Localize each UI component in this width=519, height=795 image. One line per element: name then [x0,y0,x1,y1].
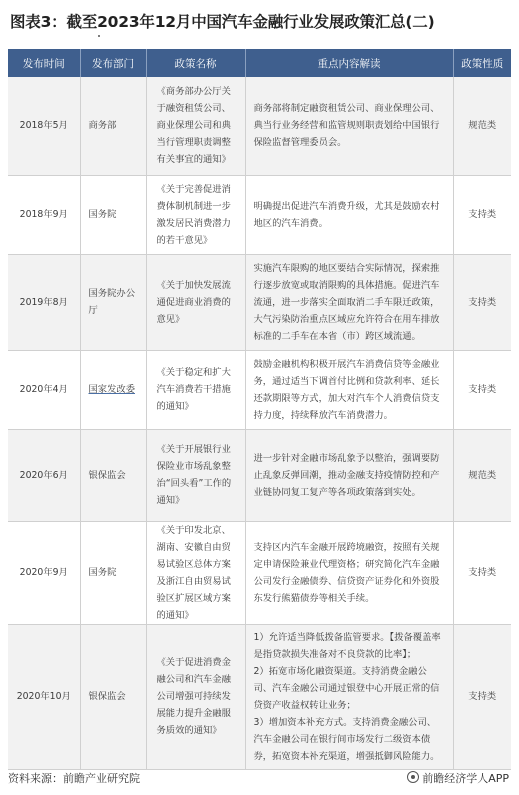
cell-policy-nature: 规范类 [453,77,511,175]
content-line: 1）允许适当降低拨备监管要求。【拨备覆盖率是指贷款损失准备对不良贷款的比率】； [253,631,441,660]
header-date: 发布时间 [8,49,80,77]
cell-date: 2019年8月 [8,254,80,350]
brand-logo-icon [407,771,419,783]
cell-date: 2018年5月 [8,77,80,175]
header-policy-name: 政策名称 [146,49,245,77]
cell-key-content: 商务部将制定融资租赁公司、商业保理公司、典当行业务经营和监管规则职责划给中国银行保险监督管理委员会。 [245,77,453,175]
cell-date: 2020年4月 [8,350,80,429]
cell-policy-nature: 支持类 [453,521,511,624]
cell-date: 2020年10月 [8,624,80,769]
table-row [8,77,511,175]
brand-credit [407,770,509,786]
cell-policy-nature: 支持类 [453,624,511,769]
cell-key-content: 支持区内汽车金融开展跨境融资，按照有关规定申请保险兼业代理资格；研究简化汽车金融公司发行金融债券、信贷资产证券化和外资股东发行熊猫债券等相关手续。 [245,521,453,624]
cell-department: 商务部 [80,77,146,175]
source-note: 资料来源：前瞻产业研究院 [8,772,140,785]
table-row [8,254,511,350]
table-row [8,521,511,624]
table-row [8,350,511,429]
cell-policy-nature: 支持类 [453,175,511,254]
cell-policy-name: 《关于开展银行业保险业市场乱象整治“回头看”工作的通知》 [146,429,245,521]
table-header-row [8,49,511,77]
cell-policy-nature: 支持类 [453,254,511,350]
cell-key-content: 鼓励金融机构积极开展汽车消费信贷等金融业务，通过适当下调首付比例和贷款利率、延长还款期限等方式，加大对汽车个人消费信贷支持力度，持续释放汽车消费潜力。 [245,350,453,429]
cell-policy-name: 《关于完善促进消费体制机制进一步激发居民消费潜力的若干意见》 [146,175,245,254]
header-policy-nature: 政策性质 [453,49,511,77]
content-line: 2）拓宽市场化融资渠道。支持消费金融公司、汽车金融公司通过银登中心开展正常的信贷资产收益权转让业务； [253,665,440,711]
decorative-dot [98,35,100,37]
brand-name: 前瞻经济学人APP [422,772,509,785]
cell-department: 银保监会 [80,624,146,769]
cell-key-content [245,624,453,769]
cell-policy-nature: 支持类 [453,350,511,429]
cell-date: 2020年6月 [8,429,80,521]
cell-department: 国务院 [80,175,146,254]
cell-date: 2018年9月 [8,175,80,254]
cell-policy-name: 《商务部办公厅关于融资租赁公司、商业保理公司和典当行管理职责调整有关事宜的通知》 [146,77,245,175]
table-row [8,429,511,521]
cell-policy-name: 《关于促进消费金融公司和汽车金融公司增强可持续发展能力提升金融服务质效的通知》 [146,624,245,769]
cell-policy-name: 《关于印发北京、湖南、安徽自由贸易试验区总体方案及浙江自由贸易试验区扩展区域方案的通知》 [146,521,245,624]
table-row [8,175,511,254]
table-row [8,624,511,769]
content-line: 3）增加资本补充方式。支持消费金融公司、汽车金融公司在银行间市场发行二级资本债券，拓宽资本补充渠道，增强抵御风险能力。 [253,716,440,762]
department-link[interactable]: 国家发改委 [88,384,135,395]
cell-department: 国务院办公厅 [80,254,146,350]
cell-department: 银保监会 [80,429,146,521]
cell-department: 国务院 [80,521,146,624]
page-title: 图表3：截至2023年12月中国汽车金融行业发展政策汇总(二) [10,13,435,31]
header-department: 发布部门 [80,49,146,77]
cell-policy-nature: 规范类 [453,429,511,521]
header-key-content: 重点内容解读 [245,49,453,77]
cell-key-content: 进一步针对金融市场乱象予以整治，强调要防止乱象反弹回潮，推动金融支持疫情防控和产业链协同复工复产等各项政策落到实处。 [245,429,453,521]
cell-date: 2020年9月 [8,521,80,624]
cell-department [80,350,146,429]
policy-table [8,49,511,770]
cell-key-content: 明确提出促进汽车消费升级，尤其是鼓励农村地区的汽车消费。 [245,175,453,254]
cell-policy-name: 《关于加快发展流通促进商业消费的意见》 [146,254,245,350]
cell-policy-name: 《关于稳定和扩大汽车消费若干措施的通知》 [146,350,245,429]
cell-key-content: 实施汽车限购的地区要结合实际情况，探索推行逐步放宽或取消限购的具体措施。促进汽车流通，进一步落实全面取消二手车限迁政策，大气污染防治重点区域应允许符合在用车排放标准的二手车在本省（市）跨区域流通。 [245,254,453,350]
